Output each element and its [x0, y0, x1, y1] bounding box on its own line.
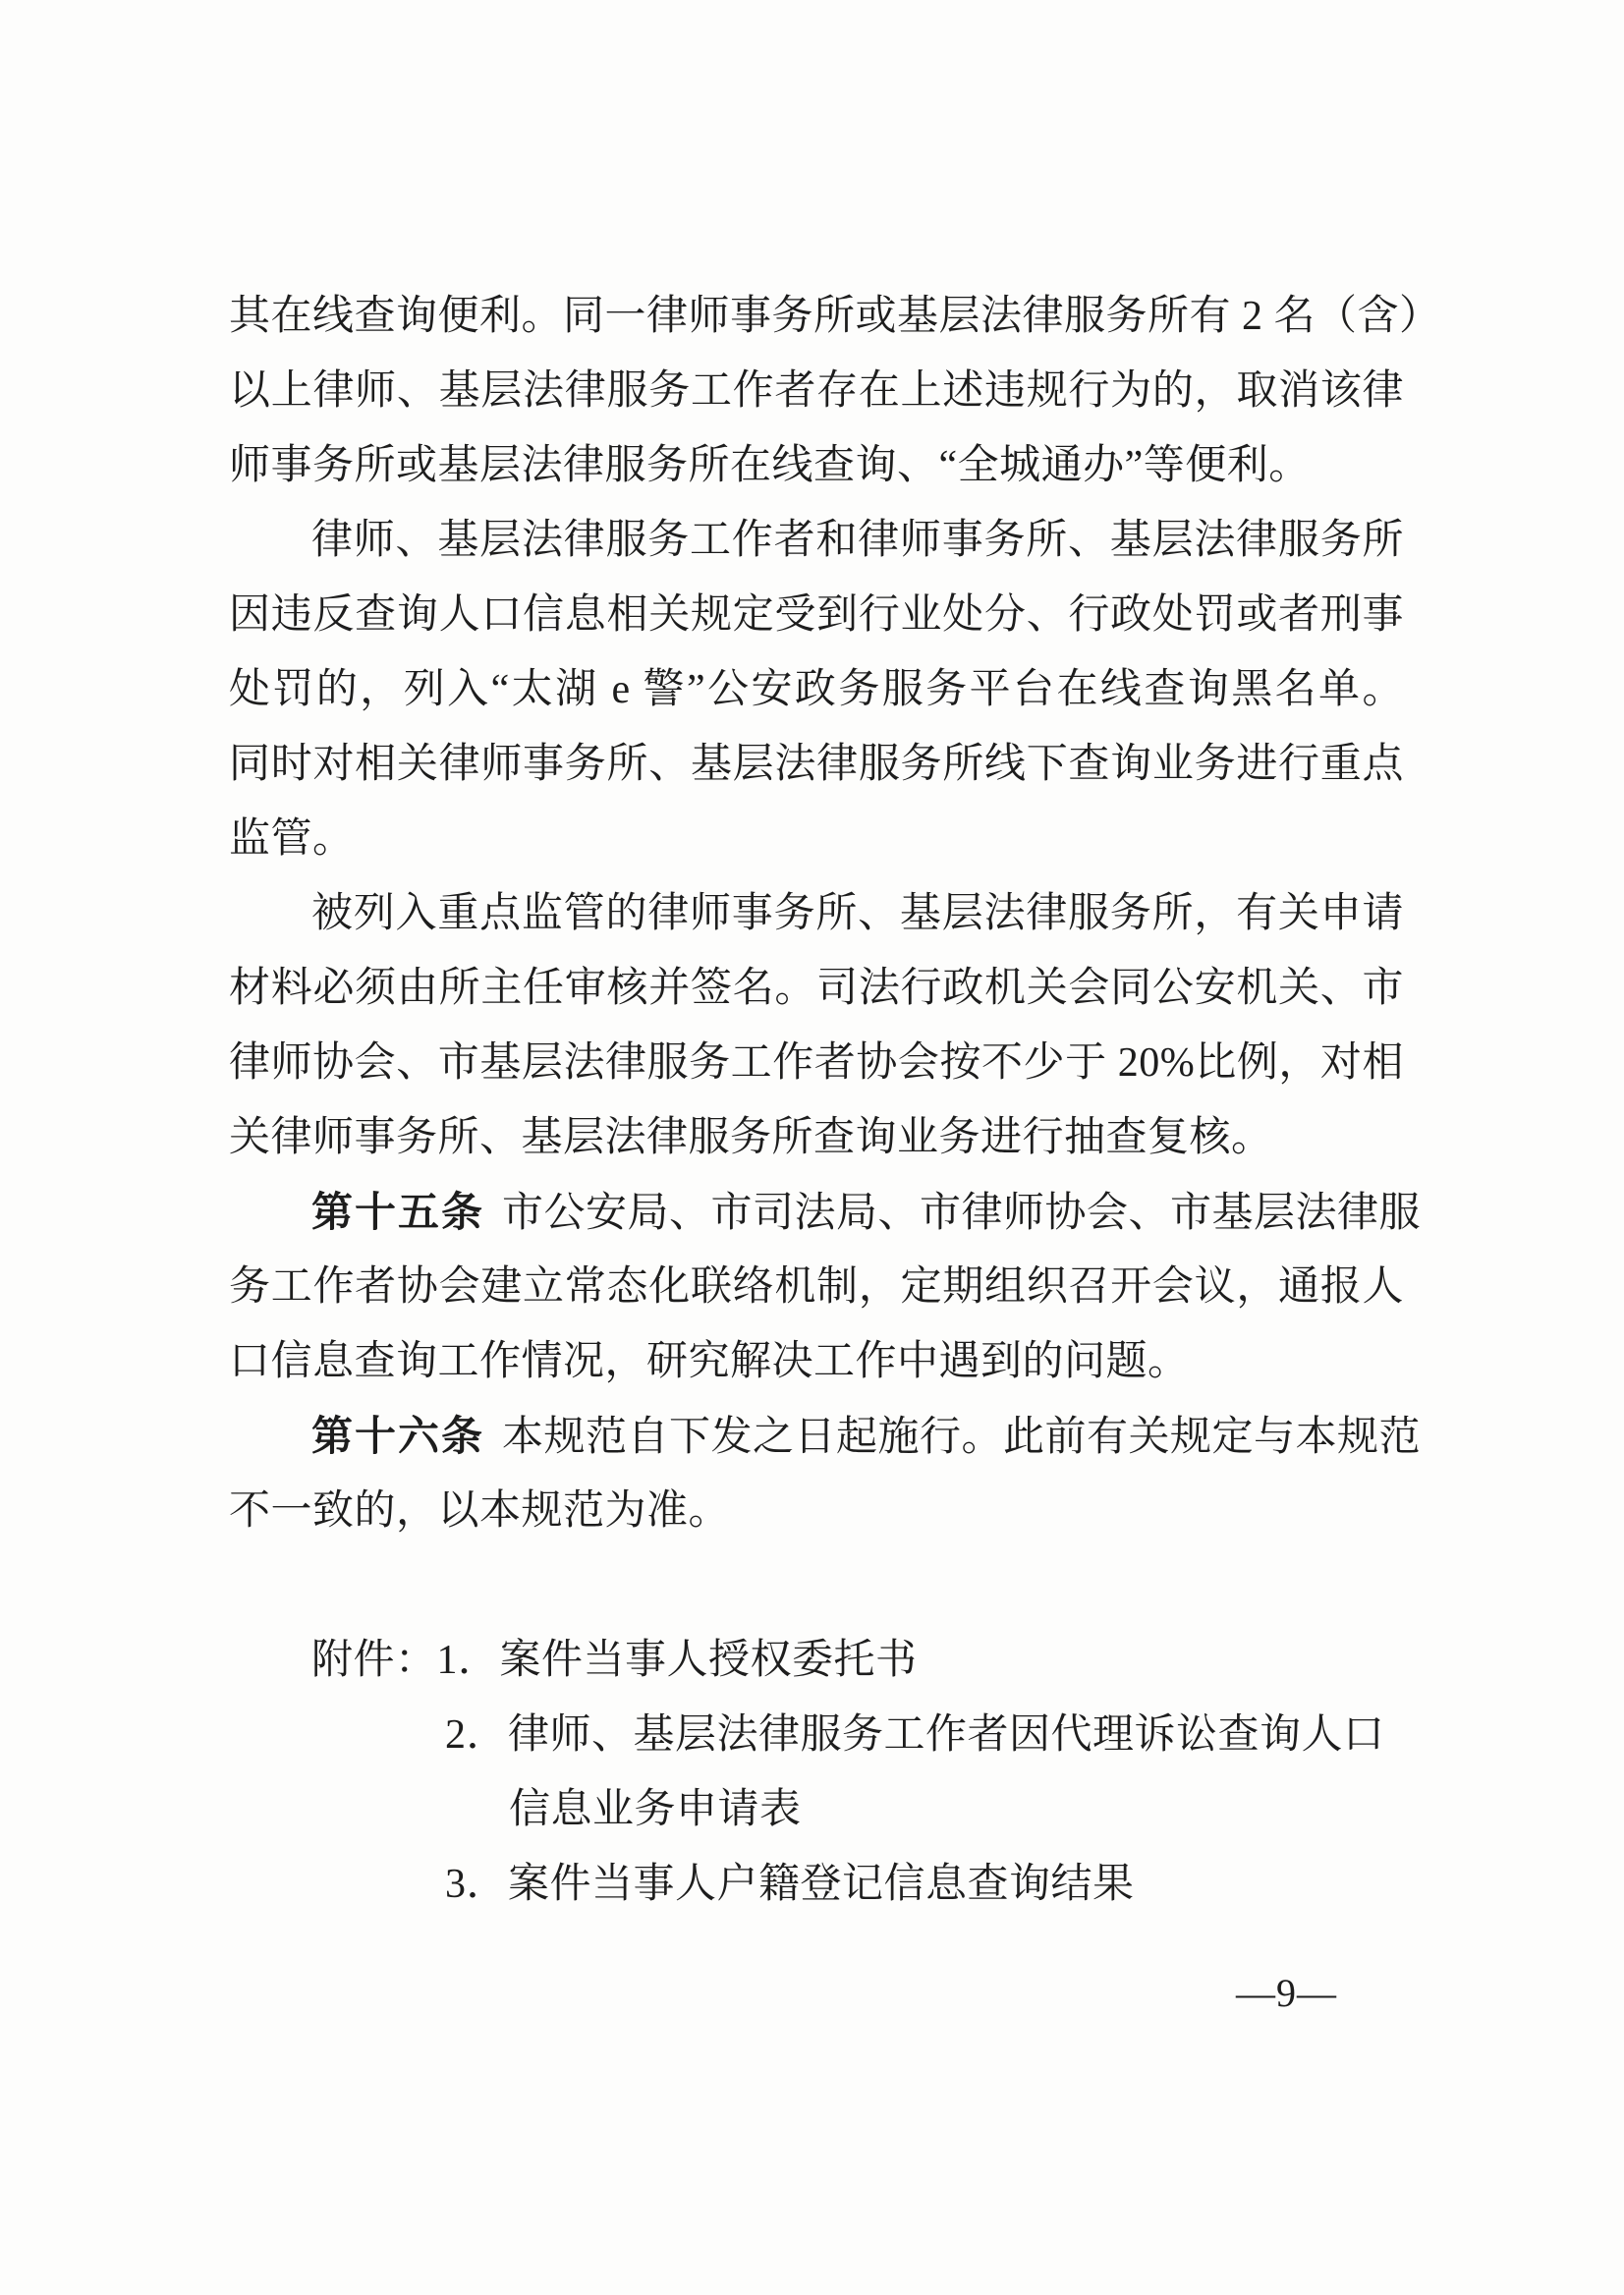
attachments-block	[229, 1623, 1404, 1922]
body-line: 其在线查询便利。同一律师事务所或基层法律服务所有 2 名（含）	[229, 294, 1441, 339]
article-15-heading: 第十五条	[311, 1189, 485, 1235]
body-line: 以上律师、基层法律服务工作者存在上述违规行为的，取消该律	[229, 368, 1404, 414]
attachment-line: 2．律师、基层法律服务工作者因代理诉讼查询人口	[445, 1712, 1385, 1758]
body-line	[229, 1399, 1422, 1474]
attachment-line: 附件：1．案件当事人授权委托书	[311, 1638, 918, 1683]
body-line-text: 本规范自下发之日起施行。此前有关规定与本规范	[502, 1415, 1422, 1460]
body-line: 关律师事务所、基层法律服务所查询业务进行抽查复核。	[229, 1115, 1273, 1160]
attachment-line: 3．案件当事人户籍登记信息查询结果	[445, 1862, 1135, 1907]
body-line: 材料必须由所主任审核并签名。司法行政机关会同公安机关、市	[229, 966, 1404, 1011]
body-line: 处罚的，列入“太湖 e 警”公安政务服务平台在线查询黑名单。	[229, 667, 1404, 712]
body-line: 被列入重点监管的律师事务所、基层法律服务所，有关申请	[311, 891, 1404, 936]
article-16-heading: 第十六条	[311, 1413, 485, 1459]
body-line: 监管。	[229, 816, 355, 862]
body-line: 律师、基层法律服务工作者和律师事务所、基层法律服务所	[311, 518, 1404, 563]
attachment-line: 信息业务申请表	[509, 1787, 802, 1832]
body-line: 不一致的，以本规范为准。	[229, 1488, 731, 1534]
body-line: 口信息查询工作情况，研究解决工作中遇到的问题。	[229, 1339, 1190, 1384]
body-line: 同时对相关律师事务所、基层法律服务所线下查询业务进行重点	[229, 742, 1404, 787]
page-number: —9—	[1236, 1971, 1337, 2015]
body-line	[229, 1175, 1422, 1250]
body-line: 因违反查询人口信息相关规定受到行业处分、行政处罚或者刑事	[229, 592, 1404, 638]
body-line: 师事务所或基层法律服务所在线查询、“全城通办”等便利。	[229, 443, 1311, 488]
body-line: 律师协会、市基层法律服务工作者协会按不少于 20%比例，对相	[229, 1040, 1404, 1086]
text-body	[229, 279, 1441, 1548]
body-line-text: 市公安局、市司法局、市律师协会、市基层法律服	[502, 1191, 1422, 1236]
body-line: 务工作者协会建立常态化联络机制，定期组织召开会议，通报人	[229, 1264, 1404, 1310]
